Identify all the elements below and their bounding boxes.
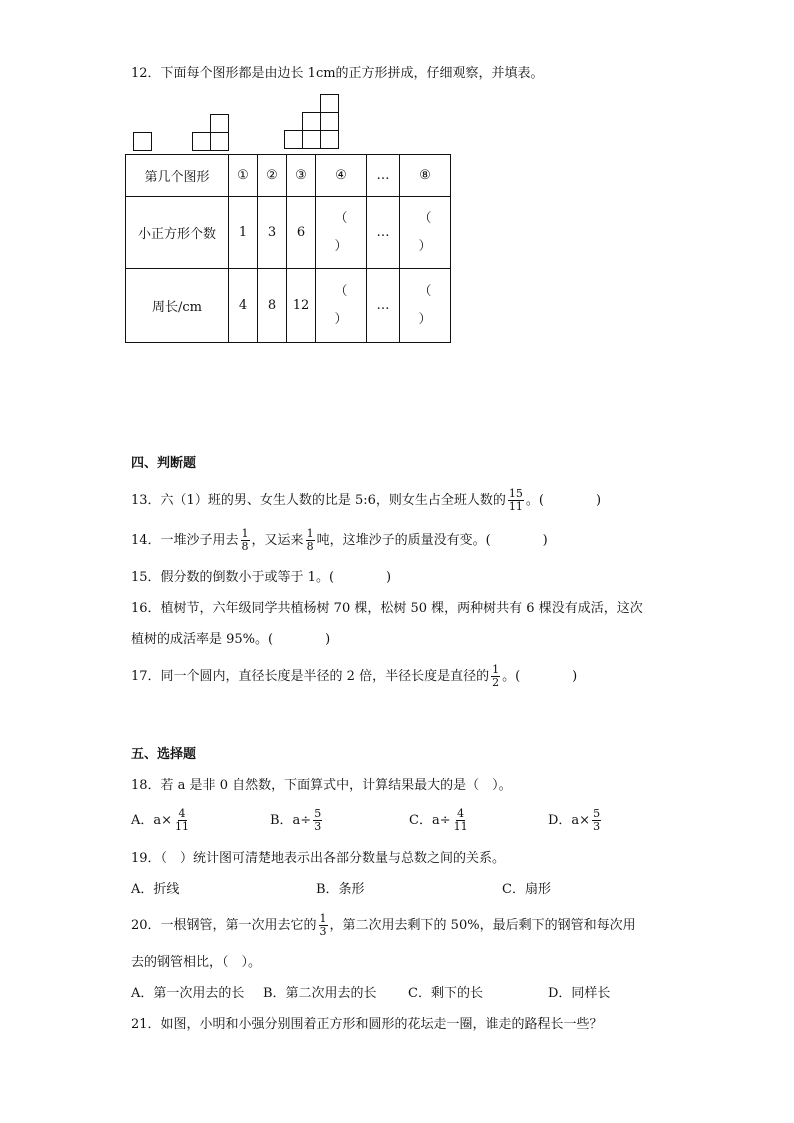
q19-text: 19．（ ）统计图可清楚地表示出各部分数量与总数之间的关系。 [131, 851, 506, 866]
q16-line2[interactable]: 植树的成活率是 95%。( ) [131, 632, 331, 647]
q20-text: 20．一根钢管，第一次用去它的 [131, 918, 317, 933]
q19-option-c[interactable]: C．扇形 [502, 882, 551, 897]
q15[interactable]: 15．假分数的倒数小于或等于 1。( ) [131, 570, 392, 585]
row-label: 周长/cm [126, 269, 229, 343]
table-header-cell: ① [229, 155, 258, 197]
fraction-num: 15 [508, 487, 523, 500]
q18-option-a[interactable] [131, 808, 192, 834]
table-cell: 8 [258, 269, 287, 343]
fraction-num: 5 [314, 807, 322, 820]
fraction [306, 528, 315, 553]
q20-option-b[interactable]: B．第二次用去的长 [263, 986, 377, 1001]
row-label: 小正方形个数 [126, 197, 229, 269]
fraction-den: 11 [453, 820, 468, 833]
blank-open: （ [418, 210, 432, 226]
unit-square [192, 132, 211, 151]
q20-option-d[interactable]: D．同样长 [548, 986, 611, 1001]
table-header-row [126, 155, 451, 197]
q20-option-c[interactable]: C．剩下的长 [408, 986, 483, 1001]
fraction-den: 3 [593, 820, 601, 833]
q14 [131, 528, 548, 554]
table-cell: 12 [287, 269, 316, 343]
fraction-den: 3 [319, 925, 327, 938]
table-header-cell: ③ [287, 155, 316, 197]
unit-square [320, 94, 339, 113]
q17-answer[interactable]: 。( ) [502, 669, 578, 684]
fraction-num: 4 [178, 807, 186, 820]
q13 [131, 488, 601, 514]
fraction-num: 5 [593, 807, 601, 820]
blank-cell[interactable] [400, 269, 451, 343]
q13-text: 13．六（1）班的男、女生人数的比是 5:6，则女生占全班人数的 [131, 493, 506, 508]
fraction [453, 808, 469, 833]
q20-text-cont: ，第二次用去剩下的 50%，最后剩下的钢管和每次用 [329, 918, 636, 933]
q17-text: 17．同一个圆内，直径长度是半径的 2 倍，半径长度是直径的 [131, 669, 490, 684]
table-cell: 3 [258, 197, 287, 269]
unit-square [133, 132, 152, 151]
unit-square [320, 130, 339, 149]
q12-text: 12．下面每个图形都是由边长 1cm的正方形拼成，仔细观察，并填表。 [131, 66, 544, 81]
q14-mid: ，又运来 [251, 533, 304, 548]
option-label: D．a× [548, 813, 591, 828]
table-header-cell: 第几个图形 [126, 155, 229, 197]
blank-close: ） [418, 311, 432, 327]
blank-cell[interactable] [400, 197, 451, 269]
section-title-judge: 四、判断题 [131, 456, 197, 471]
table-cell: 4 [229, 269, 258, 343]
blank-cell[interactable] [316, 197, 367, 269]
unit-square [210, 114, 229, 133]
table-row [126, 269, 451, 343]
fraction-num: 1 [319, 912, 327, 925]
table-cell: … [367, 269, 400, 343]
fraction [313, 808, 322, 833]
option-label: B．a÷ [270, 813, 312, 828]
blank-cell[interactable] [316, 269, 367, 343]
q21-text: 21．如图，小明和小强分别围着正方形和圆形的花坛走一圈，谁走的路程长一些？ [131, 1017, 603, 1032]
fraction [592, 808, 601, 833]
fill-table [125, 154, 451, 343]
blank-close: ） [334, 311, 348, 327]
fraction-den: 2 [492, 676, 500, 689]
q14-text: 14．一堆沙子用去 [131, 533, 239, 548]
q18-text: 18．若 a 是非 0 自然数，下面算式中，计算结果最大的是（ ）。 [131, 778, 512, 793]
table-cell: 1 [229, 197, 258, 269]
unit-square [284, 130, 303, 149]
blank-open: （ [334, 210, 348, 226]
q16-line1: 16．植树节，六年级同学共植杨树 70 棵，松树 50 棵，两种树共有 6 棵没有成活，这次 [131, 601, 643, 616]
q19-option-b[interactable]: B．条形 [316, 882, 365, 897]
q18-option-b[interactable] [270, 808, 324, 834]
q20-option-a[interactable]: A．第一次用去的长 [131, 986, 245, 1001]
q20-line2: 去的钢管相比，（ ）。 [131, 955, 262, 970]
unit-square [302, 112, 321, 131]
table-header-cell: … [367, 155, 400, 197]
fraction-num: 4 [457, 807, 465, 820]
unit-square [302, 130, 321, 149]
q19-option-a[interactable]: A．折线 [131, 882, 180, 897]
section-title-choice: 五、选择题 [131, 747, 197, 762]
table-cell: 6 [287, 197, 316, 269]
q18-option-c[interactable] [409, 808, 471, 834]
fraction [508, 488, 524, 513]
fraction [241, 528, 250, 553]
table-row [126, 197, 451, 269]
option-label: C．a÷ [409, 813, 451, 828]
blank-open: （ [334, 283, 348, 299]
blank-close: ） [334, 238, 348, 254]
unit-square [320, 112, 339, 131]
fraction-den: 11 [508, 500, 523, 513]
q18-option-d[interactable] [548, 808, 603, 834]
fraction-num: 1 [306, 527, 314, 540]
option-label: A．a× [131, 813, 173, 828]
fraction-den: 8 [241, 540, 249, 553]
fraction [174, 808, 190, 833]
q13-answer[interactable]: 。( ) [525, 493, 602, 508]
fraction-den: 11 [175, 820, 190, 833]
fraction-num: 1 [492, 663, 500, 676]
blank-close: ） [418, 238, 432, 254]
blank-open: （ [418, 283, 432, 299]
table-header-cell: ⑧ [400, 155, 451, 197]
fraction-den: 3 [314, 820, 322, 833]
fraction [319, 913, 328, 938]
q17 [131, 664, 577, 690]
table-header-cell: ④ [316, 155, 367, 197]
fraction-den: 8 [306, 540, 314, 553]
table-header-cell: ② [258, 155, 287, 197]
fraction-num: 1 [241, 527, 249, 540]
table-cell: … [367, 197, 400, 269]
unit-square [210, 132, 229, 151]
q14-answer[interactable]: 吨，这堆沙子的质量没有变。( ) [316, 533, 548, 548]
q20-line1 [131, 912, 636, 940]
fraction [491, 664, 500, 689]
